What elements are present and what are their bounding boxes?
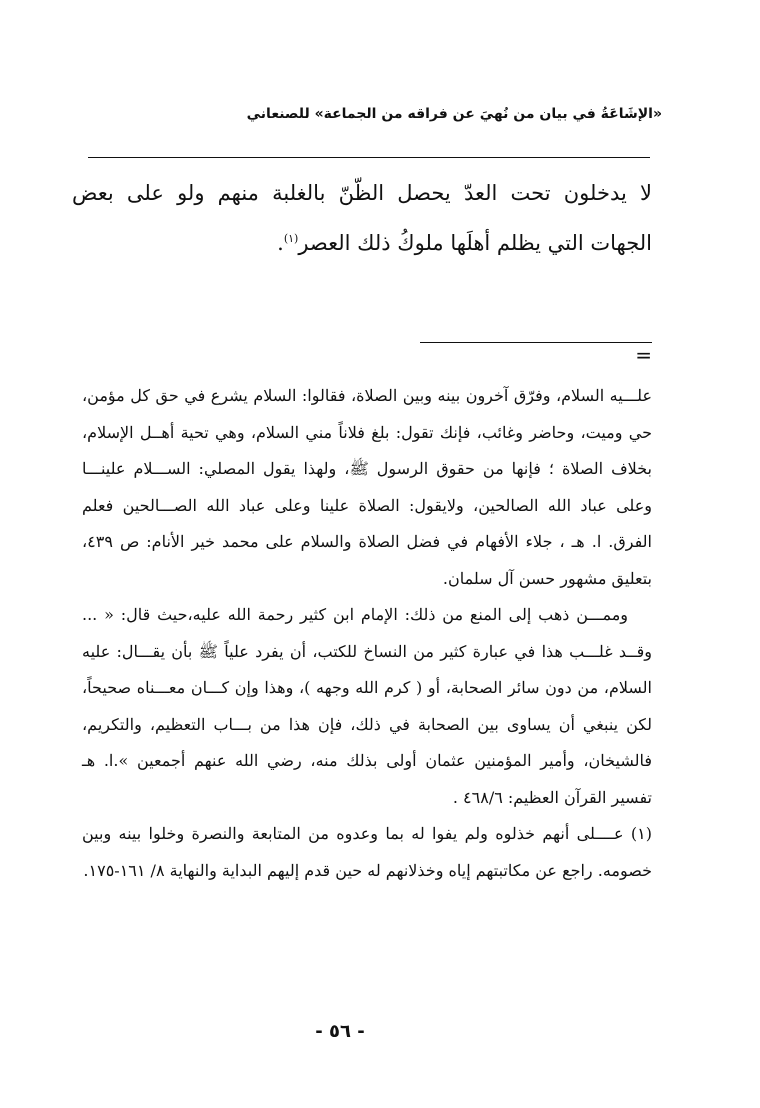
main-end-mark: .: [277, 231, 284, 255]
footnote-divider: [420, 342, 652, 343]
page-number: - ٥٦ -: [315, 1021, 365, 1042]
main-paragraph: لا يدخلون تحت العدّ يحصل الظّنّ بالغلبة منهم ولو على بعض الجهات التي يظلم أهلَها ملوكُ ذلك العصر: [72, 181, 652, 255]
footnote-reference: (١): [283, 232, 299, 245]
footnotes-section: [82, 378, 652, 889]
running-title: «الإشَاعَةُ في بيان من نُهيَ عن فراقه من الجماعة» للصنعاني: [246, 106, 662, 122]
header-divider: [88, 157, 650, 158]
footnote-paragraph-1: (١) عــــلى أنهم خذلوه ولم يفوا له بما وعدوه من المتابعة والنصرة وخلوا بينه وبين خصومه. راجع عن مكاتبتهم إياه وخذلانهم له حين قدم إليهم البداية والنهاية ٨/ ١٦١-١٧٥.: [82, 824, 652, 880]
footnote-paragraph-continued: علـــيه السلام، وفرّق آخرون بينه وبين الصلاة، فقالوا: السلام يشرع في حق كل مؤمن، حي وميت، وحاضر وغائب، فإنك تقول: بلغ فلاناً مني السلام، وهي تحية أهــل الإسلام، بخلاف الصلاة ؛ فإنها من حقوق الرسول ﷺ، ولهذا يقول المصلي: الســـلام علينـــا وعلى عباد الله الصالحين، ولايقول: الصلاة علينا وعلى عباد الله الصـــالحين فعلم الفرق. ا. هـ ، جلاء الأفهام في فضل الصلاة والسلام على محمد خير الأنام: ص ٤٣٩، بتعليق مشهور حسن آل سلمان.: [82, 386, 652, 588]
footnote-paragraph-ibn-kathir: وممـــن ذهب إلى المنع من ذلك: الإمام ابن كثير رحمة الله عليه،حيث قال: « ... وقــد غلـــب هذا في عبارة كثير من النساخ للكتب، أن يفرد علياً ﷺ بأن يقـــال: عليه السلام، من دون سائر الصحابة، أو ( كرم الله وجهه )، وهذا وإن كـــان معـــناه صحيحاً، لكن ينبغي أن يساوى بين الصحابة في ذلك، فإن هذا من بـــاب التعظيم، والتكريم، فالشيخان، وأمير المؤمنين عثمان أولى بذلك منه، رضي الله عنهم أجمعين ».ا. هـ تفسير القرآن العظيم: ٤٦٨/٦ .: [82, 605, 652, 807]
footnote-continuation-mark: =: [635, 343, 652, 367]
main-text: [72, 168, 652, 268]
